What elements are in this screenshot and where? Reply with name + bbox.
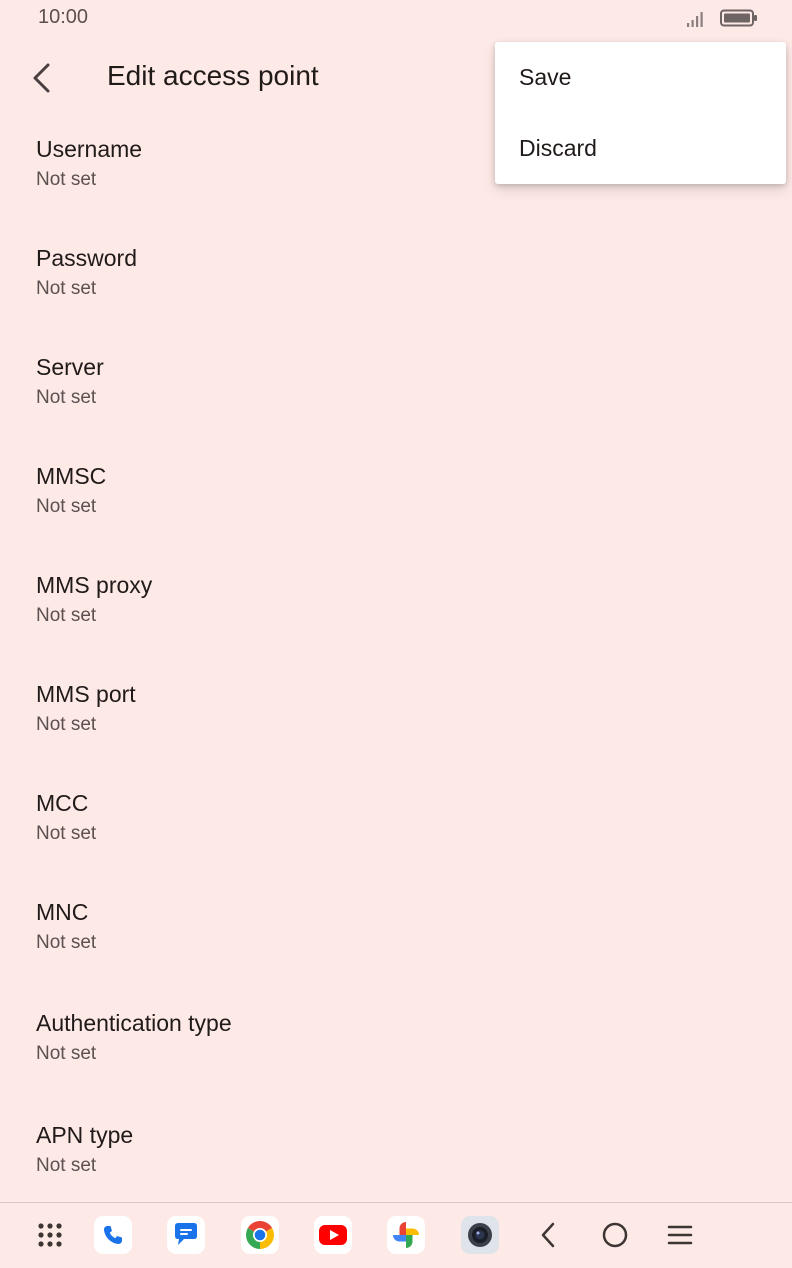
youtube-app[interactable]: [314, 1216, 352, 1254]
setting-mms-proxy[interactable]: [0, 558, 792, 667]
setting-title: Password: [36, 245, 137, 271]
messages-icon: [172, 1222, 200, 1248]
setting-server[interactable]: [0, 340, 792, 449]
setting-summary: Not set: [36, 169, 97, 190]
setting-title: MMSC: [36, 463, 107, 489]
menu-item-save[interactable]: [495, 42, 786, 113]
nav-back-button[interactable]: [530, 1217, 566, 1253]
chrome-app[interactable]: [241, 1216, 279, 1254]
setting-summary: Not set: [36, 1043, 97, 1064]
status-bar: [0, 0, 792, 38]
setting-title: MNC: [36, 899, 89, 925]
setting-title: MCC: [36, 790, 89, 816]
overflow-menu: [495, 42, 786, 184]
setting-mcc[interactable]: [0, 776, 792, 885]
photos-icon: [391, 1220, 421, 1250]
phone-icon: [101, 1223, 125, 1247]
back-nav-icon: [538, 1221, 558, 1249]
signal-icon: [686, 10, 706, 28]
page-title: Edit access point: [107, 60, 319, 91]
nav-recents-button[interactable]: [662, 1217, 698, 1253]
navigation-bar: [0, 1202, 792, 1268]
setting-title: Authentication type: [36, 1010, 232, 1036]
status-time: 10:00: [38, 6, 89, 28]
photos-app[interactable]: [387, 1216, 425, 1254]
setting-mnc[interactable]: [0, 885, 792, 994]
app-drawer-icon: [37, 1222, 63, 1248]
setting-title: MMS port: [36, 681, 136, 707]
menu-item-discard[interactable]: [495, 113, 786, 184]
menu-item-label: Discard: [519, 135, 597, 161]
setting-title: APN type: [36, 1122, 134, 1148]
setting-password[interactable]: [0, 231, 792, 340]
setting-mmsc[interactable]: [0, 449, 792, 558]
chrome-icon: [245, 1220, 275, 1250]
setting-summary: Not set: [36, 278, 97, 299]
setting-title: Username: [36, 136, 143, 162]
app-drawer-button[interactable]: [31, 1216, 69, 1254]
home-nav-icon: [601, 1221, 629, 1249]
setting-summary: Not set: [36, 932, 97, 953]
setting-summary: Not set: [36, 714, 97, 735]
camera-app[interactable]: [461, 1216, 499, 1254]
camera-icon: [466, 1221, 494, 1249]
setting-summary: Not set: [36, 496, 97, 517]
menu-item-label: Save: [519, 64, 572, 90]
setting-summary: Not set: [36, 1155, 97, 1176]
setting-summary: Not set: [36, 823, 97, 844]
phone-app[interactable]: [94, 1216, 132, 1254]
arrow-back-icon: [24, 56, 64, 100]
battery-icon: [720, 9, 758, 27]
nav-home-button[interactable]: [597, 1217, 633, 1253]
setting-summary: Not set: [36, 387, 97, 408]
recents-nav-icon: [667, 1224, 693, 1246]
setting-authentication-type[interactable]: [0, 994, 792, 1106]
messages-app[interactable]: [167, 1216, 205, 1254]
setting-mms-port[interactable]: [0, 667, 792, 776]
back-button[interactable]: [24, 56, 64, 100]
youtube-icon: [318, 1224, 348, 1246]
setting-title: Server: [36, 354, 104, 380]
settings-list: [0, 122, 792, 1218]
setting-summary: Not set: [36, 605, 97, 626]
setting-title: MMS proxy: [36, 572, 153, 598]
